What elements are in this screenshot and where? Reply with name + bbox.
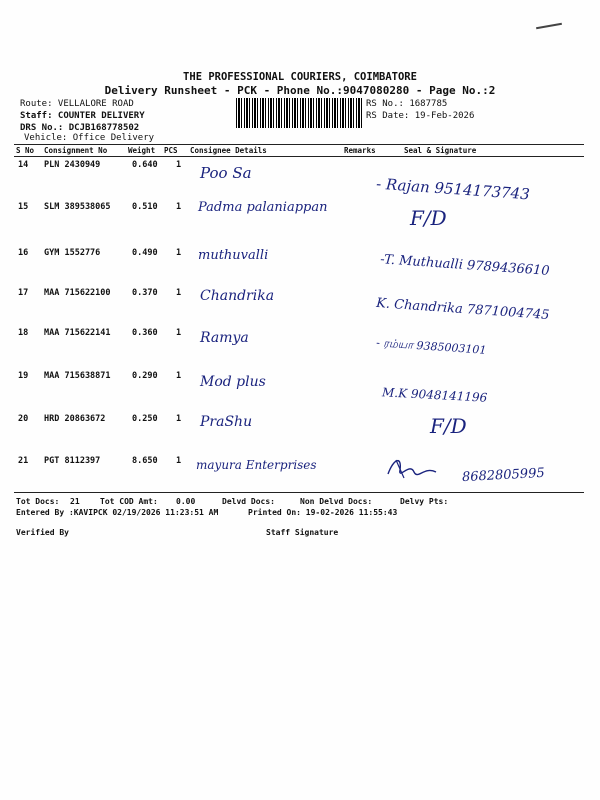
header-top-rule (14, 144, 584, 145)
header-bottom-rule (14, 156, 584, 157)
row-weight: 8.650 (132, 456, 158, 466)
row-consignee-handwritten: Mod plus (200, 374, 266, 390)
row-sno: 15 (18, 202, 29, 212)
row-sno: 20 (18, 414, 29, 424)
tot-docs-label: Tot Docs: (16, 497, 60, 506)
barcode (236, 98, 362, 128)
staff-label: Staff: COUNTER DELIVERY (20, 111, 145, 121)
row-weight: 0.370 (132, 288, 158, 298)
row-weight: 0.640 (132, 160, 158, 170)
tot-docs-value: 21 (70, 497, 80, 506)
row-consignment: HRD 20863672 (44, 414, 106, 424)
col-seal-signature: Seal & Signature (404, 146, 477, 155)
runsheet-title: Delivery Runsheet - PCK - Phone No.:9047080280 - Page No.:2 (104, 84, 496, 97)
col-consignment: Consignment No (44, 146, 108, 155)
row-signature-handwritten: - ரம்யா 9385003101 (375, 336, 487, 357)
row-consignment: SLM 389538065 (44, 202, 111, 212)
row-sno: 21 (18, 456, 29, 466)
row-pcs: 1 (176, 160, 182, 170)
rs-number: RS No.: 1687785 (366, 99, 448, 109)
row-signature-handwritten: 8682805995 (461, 465, 546, 486)
row-signature-handwritten: -T. Muthualli 9789436610 (379, 252, 551, 279)
row-weight: 0.510 (132, 202, 158, 212)
printed-on: Printed On: 19-02-2026 11:55:43 (248, 508, 398, 517)
pen-scribble (536, 23, 562, 29)
row-signature-handwritten: F/D (430, 414, 467, 438)
row-pcs: 1 (176, 414, 182, 424)
col-sno: S No (16, 146, 35, 155)
entered-by: Entered By :KAVIPCK 02/19/2026 11:23:51 AM (16, 508, 219, 517)
row-pcs: 1 (176, 371, 182, 381)
delvy-pts-label: Delvy Pts: (400, 497, 449, 506)
row-pcs: 1 (176, 248, 182, 258)
row-sno: 19 (18, 371, 29, 381)
col-consignee: Consignee Details (190, 146, 267, 155)
row-signature-handwritten: K. Chandrika 7871004745 (375, 295, 550, 324)
non-delvd-docs-label: Non Delvd Docs: (300, 497, 373, 506)
vehicle-label: Vehicle: Office Delivery (24, 133, 155, 143)
row-sno: 16 (18, 248, 29, 258)
company-name: THE PROFESSIONAL COURIERS, COIMBATORE (183, 71, 417, 83)
row-consignee-handwritten: PraShu (200, 414, 253, 430)
row-consignee-handwritten: Ramya (200, 330, 249, 346)
signature-scrawl (384, 452, 440, 484)
row-sno: 14 (18, 160, 29, 170)
row-weight: 0.290 (132, 371, 158, 381)
row-pcs: 1 (176, 456, 182, 466)
row-consignee-handwritten: mayura Enterprises (196, 458, 317, 472)
row-consignment: GYM 1552776 (44, 248, 101, 258)
row-sno: 18 (18, 328, 29, 338)
row-signature-handwritten: M.K 9048141196 (381, 385, 488, 405)
row-consignment: PLN 2430949 (44, 160, 101, 170)
row-pcs: 1 (176, 328, 182, 338)
delvd-docs-label: Delvd Docs: (222, 497, 275, 506)
row-pcs: 1 (176, 202, 182, 212)
row-pcs: 1 (176, 288, 182, 298)
col-remarks: Remarks (344, 146, 376, 155)
footer-rule (14, 492, 584, 493)
row-consignee-handwritten: Chandrika (200, 288, 275, 304)
route-label: Route: VELLALORE ROAD (20, 99, 134, 109)
row-consignment: MAA 715622141 (44, 328, 111, 338)
row-consignment: PGT 8112397 (44, 456, 101, 466)
row-signature-handwritten: F/D (410, 206, 447, 230)
row-consignee-handwritten: muthuvalli (198, 248, 269, 263)
tot-cod-label: Tot COD Amt: (100, 497, 158, 506)
tot-cod-value: 0.00 (176, 497, 196, 506)
verified-by-label: Verified By (16, 528, 69, 537)
drs-number: DRS No.: DCJB168778502 (20, 123, 140, 133)
staff-signature-label: Staff Signature (266, 528, 339, 537)
row-signature-handwritten: - Rajan 9514173743 (375, 174, 531, 204)
col-pcs: PCS (164, 146, 178, 155)
row-sno: 17 (18, 288, 29, 298)
row-consignee-handwritten: Padma palaniappan (198, 200, 328, 215)
row-weight: 0.490 (132, 248, 158, 258)
row-weight: 0.360 (132, 328, 158, 338)
row-consignee-handwritten: Poo Sa (200, 164, 252, 182)
col-weight: Weight (128, 146, 156, 155)
rs-date: RS Date: 19-Feb-2026 (366, 111, 475, 121)
row-consignment: MAA 715638871 (44, 371, 111, 381)
row-consignment: MAA 715622100 (44, 288, 111, 298)
row-weight: 0.250 (132, 414, 158, 424)
